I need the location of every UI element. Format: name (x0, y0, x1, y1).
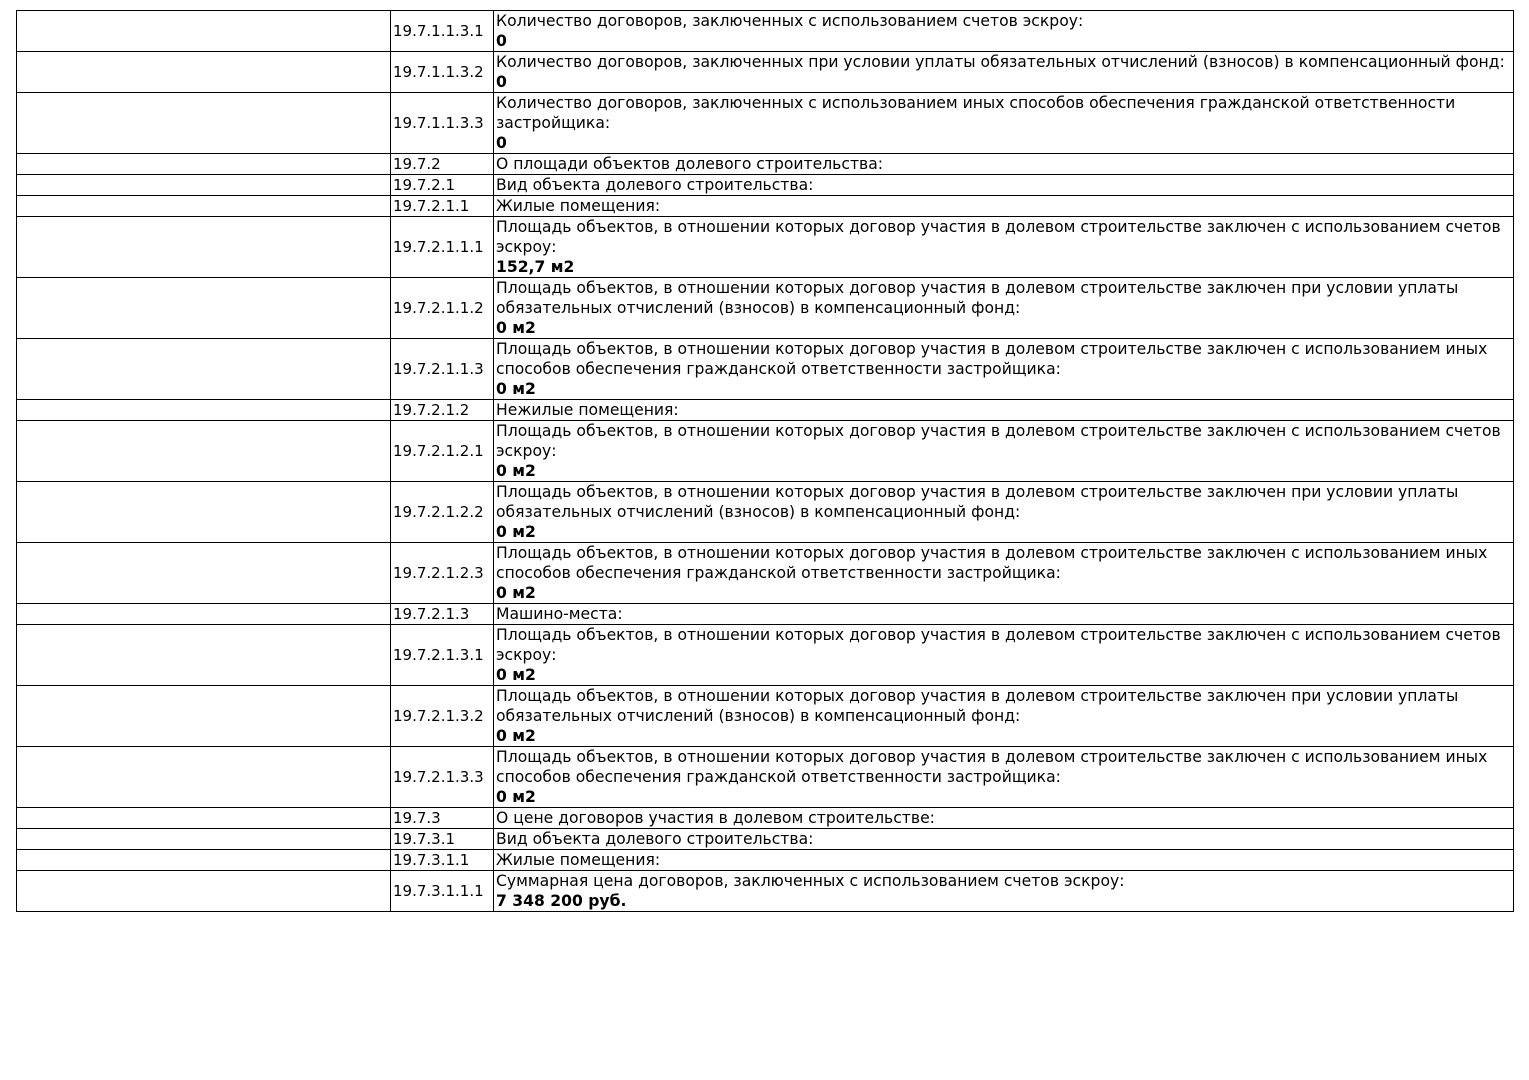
item-value: 0 м2 (496, 666, 536, 684)
blank-cell (17, 196, 391, 217)
item-label: Площадь объектов, в отношении которых договор участия в долевом строительстве заключен с использованием счетов эскроу: (496, 422, 1501, 460)
blank-cell (17, 686, 391, 747)
item-content (494, 686, 1514, 747)
item-label: Площадь объектов, в отношении которых договор участия в долевом строительстве заключен при условии уплаты обязательных отчислений (взносов) в компенсационный фонд: (496, 483, 1459, 521)
item-content (494, 52, 1514, 93)
table-row (17, 625, 1514, 686)
item-label: Количество договоров, заключенных с использованием счетов эскроу: (496, 12, 1084, 30)
item-code: 19.7.2.1.2 (391, 400, 494, 421)
item-content (494, 871, 1514, 912)
item-value: 0 м2 (496, 727, 536, 745)
item-code: 19.7.2.1.1.3 (391, 339, 494, 400)
table-row (17, 850, 1514, 871)
item-value: 152,7 м2 (496, 258, 575, 276)
blank-cell (17, 278, 391, 339)
blank-cell (17, 93, 391, 154)
item-code: 19.7.2.1.2.2 (391, 482, 494, 543)
item-content (494, 747, 1514, 808)
item-label: Суммарная цена договоров, заключенных с использованием счетов эскроу: (496, 872, 1125, 890)
item-code: 19.7.2.1.1.1 (391, 217, 494, 278)
item-content (494, 482, 1514, 543)
item-code: 19.7.1.1.3.1 (391, 11, 494, 52)
item-value: 0 (496, 134, 507, 152)
item-content (494, 808, 1514, 829)
item-value: 0 (496, 32, 507, 50)
item-content (494, 339, 1514, 400)
blank-cell (17, 747, 391, 808)
item-code: 19.7.3.1 (391, 829, 494, 850)
blank-cell (17, 543, 391, 604)
item-content (494, 175, 1514, 196)
item-label: Вид объекта долевого строительства: (496, 830, 814, 848)
item-code: 19.7.3.1.1 (391, 850, 494, 871)
item-label: Количество договоров, заключенных при условии уплаты обязательных отчислений (взносов) в компенсационный фонд: (496, 53, 1505, 71)
item-content (494, 400, 1514, 421)
item-code: 19.7.2.1 (391, 175, 494, 196)
item-label: Площадь объектов, в отношении которых договор участия в долевом строительстве заключен при условии уплаты обязательных отчислений (взносов) в компенсационный фонд: (496, 687, 1459, 725)
item-value: 0 м2 (496, 523, 536, 541)
table-row (17, 175, 1514, 196)
table-row (17, 52, 1514, 93)
blank-cell (17, 829, 391, 850)
item-content (494, 217, 1514, 278)
item-label: Площадь объектов, в отношении которых договор участия в долевом строительстве заключен с использованием счетов эскроу: (496, 218, 1501, 256)
item-code: 19.7.2.1.3 (391, 604, 494, 625)
item-code: 19.7.2.1.3.2 (391, 686, 494, 747)
blank-cell (17, 421, 391, 482)
item-label: Площадь объектов, в отношении которых договор участия в долевом строительстве заключен с использованием иных способов обеспечения гражданской ответственности застройщика: (496, 544, 1488, 582)
blank-cell (17, 52, 391, 93)
item-content (494, 421, 1514, 482)
blank-cell (17, 217, 391, 278)
table-row (17, 217, 1514, 278)
table-row (17, 154, 1514, 175)
table-row (17, 829, 1514, 850)
item-value: 0 м2 (496, 380, 536, 398)
item-value: 7 348 200 руб. (496, 892, 627, 910)
item-code: 19.7.3 (391, 808, 494, 829)
item-value: 0 м2 (496, 788, 536, 806)
blank-cell (17, 482, 391, 543)
item-code: 19.7.3.1.1.1 (391, 871, 494, 912)
blank-cell (17, 625, 391, 686)
table-row (17, 421, 1514, 482)
item-code: 19.7.2 (391, 154, 494, 175)
table-row (17, 686, 1514, 747)
table-row (17, 196, 1514, 217)
item-value: 0 м2 (496, 319, 536, 337)
item-label: Площадь объектов, в отношении которых договор участия в долевом строительстве заключен с использованием иных способов обеспечения гражданской ответственности застройщика: (496, 748, 1488, 786)
item-content (494, 829, 1514, 850)
document-table-body (17, 11, 1514, 912)
document-table (16, 10, 1514, 912)
item-code: 19.7.2.1.3.3 (391, 747, 494, 808)
item-content (494, 154, 1514, 175)
item-content (494, 850, 1514, 871)
item-code: 19.7.2.1.1.2 (391, 278, 494, 339)
item-content (494, 625, 1514, 686)
item-value: 0 м2 (496, 462, 536, 480)
blank-cell (17, 339, 391, 400)
item-code: 19.7.1.1.3.3 (391, 93, 494, 154)
item-code: 19.7.2.1.1 (391, 196, 494, 217)
item-label: Количество договоров, заключенных с использованием иных способов обеспечения гражданской ответственности застройщика: (496, 94, 1456, 132)
item-code: 19.7.2.1.2.1 (391, 421, 494, 482)
item-label: Площадь объектов, в отношении которых договор участия в долевом строительстве заключен с использованием счетов эскроу: (496, 626, 1501, 664)
table-row (17, 11, 1514, 52)
table-row (17, 339, 1514, 400)
blank-cell (17, 850, 391, 871)
table-row (17, 400, 1514, 421)
table-row (17, 747, 1514, 808)
item-label: Жилые помещения: (496, 851, 661, 869)
item-content (494, 543, 1514, 604)
table-row (17, 543, 1514, 604)
blank-cell (17, 400, 391, 421)
item-content (494, 196, 1514, 217)
item-code: 19.7.2.1.3.1 (391, 625, 494, 686)
blank-cell (17, 808, 391, 829)
table-row (17, 604, 1514, 625)
item-label: Машино-места: (496, 605, 623, 623)
item-content (494, 278, 1514, 339)
item-label: Жилые помещения: (496, 197, 661, 215)
table-row (17, 808, 1514, 829)
item-label: Нежилые помещения: (496, 401, 679, 419)
item-value: 0 (496, 73, 507, 91)
blank-cell (17, 871, 391, 912)
table-row (17, 278, 1514, 339)
item-label: Площадь объектов, в отношении которых договор участия в долевом строительстве заключен с использованием иных способов обеспечения гражданской ответственности застройщика: (496, 340, 1488, 378)
item-content (494, 93, 1514, 154)
table-row (17, 93, 1514, 154)
item-code: 19.7.1.1.3.2 (391, 52, 494, 93)
item-label: Площадь объектов, в отношении которых договор участия в долевом строительстве заключен при условии уплаты обязательных отчислений (взносов) в компенсационный фонд: (496, 279, 1459, 317)
blank-cell (17, 175, 391, 196)
item-label: Вид объекта долевого строительства: (496, 176, 814, 194)
item-label: О площади объектов долевого строительства: (496, 155, 884, 173)
item-label: О цене договоров участия в долевом строительстве: (496, 809, 935, 827)
item-code: 19.7.2.1.2.3 (391, 543, 494, 604)
table-row (17, 871, 1514, 912)
item-content (494, 604, 1514, 625)
blank-cell (17, 154, 391, 175)
blank-cell (17, 604, 391, 625)
blank-cell (17, 11, 391, 52)
item-value: 0 м2 (496, 584, 536, 602)
table-row (17, 482, 1514, 543)
item-content (494, 11, 1514, 52)
